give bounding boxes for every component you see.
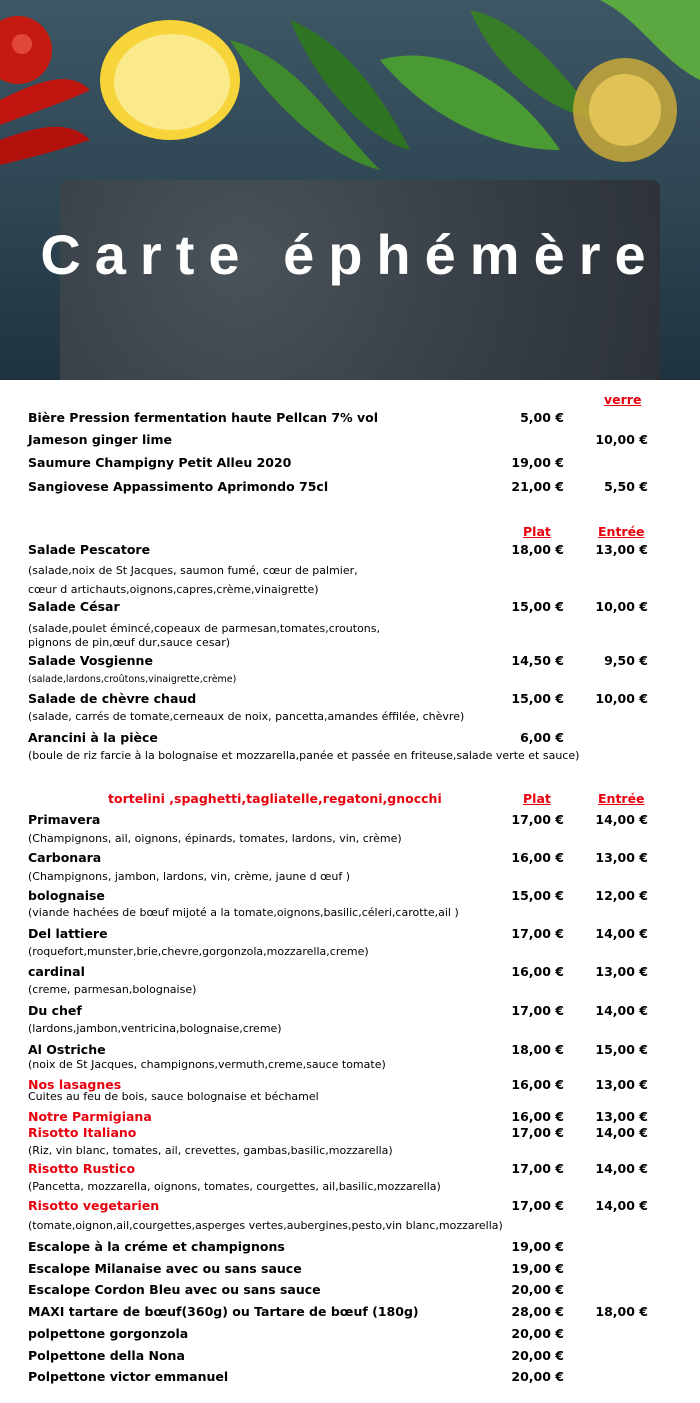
item-price-entree: 18,00 €: [595, 1304, 648, 1319]
item-name: Polpettone della Nona: [28, 1348, 185, 1363]
menu-item: [0, 432, 700, 454]
item-price-entree: 10,00 €: [595, 599, 648, 614]
item-description: (salade,noix de St Jacques, saumon fumé, cœur de palmier,: [28, 564, 358, 577]
item-name: Risotto Rustico: [28, 1161, 136, 1176]
item-description: Cuites au feu de bois, sauce bolognaise et béchamel: [28, 1090, 319, 1103]
item-description: (roquefort,munster,brie,chevre,gorgonzola,mozzarella,creme): [28, 945, 369, 958]
page-title: Carte éphémère: [40, 223, 660, 286]
item-description: (Riz, vin blanc, tomates, ail, crevettes, gambas,basilic,mozzarella): [28, 1144, 393, 1157]
item-description: (viande hachées de bœuf mijoté a la tomate,oignons,basilic,céleri,carotte,ail ): [28, 906, 459, 919]
section-title: tortelini ,spaghetti,tagliatelle,regatoni,gnocchi: [108, 791, 442, 806]
item-price-entree: 13,00 €: [595, 1077, 648, 1092]
menu-item: [0, 1326, 700, 1348]
item-price-entree: 9,50 €: [604, 653, 648, 668]
item-name: Escalope à la créme et champignons: [28, 1239, 285, 1254]
item-name: Du chef: [28, 1003, 82, 1018]
item-price-plat: 16,00 €: [511, 850, 564, 865]
item-price-plat: 15,00 €: [511, 888, 564, 903]
menu-item: [0, 1304, 700, 1326]
item-description: (salade, carrés de tomate,cerneaux de noix, pancetta,amandes éffilée, chèvre): [28, 710, 465, 723]
item-description: pignons de pin,œuf dur,sauce cesar): [28, 636, 231, 649]
menu-item: [0, 599, 700, 621]
item-price-entree: 14,00 €: [595, 812, 648, 827]
header-entree: Entrée: [598, 524, 645, 539]
item-name: Primavera: [28, 812, 101, 827]
item-price-entree: 13,00 €: [595, 1109, 648, 1124]
item-name: Salade Vosgienne: [28, 653, 153, 668]
item-price-entree: 15,00 €: [595, 1042, 648, 1057]
menu-item: [0, 479, 700, 501]
item-description: cœur d artichauts,oignons,capres,crème,vinaigrette): [28, 583, 319, 596]
item-price-entree: 13,00 €: [595, 542, 648, 557]
item-price-entree: 14,00 €: [595, 1198, 648, 1213]
item-price-plat: 18,00 €: [511, 1042, 564, 1057]
item-description: (tomate,oignon,ail,courgettes,asperges vertes,aubergines,pesto,vin blanc,mozzarella): [28, 1219, 503, 1232]
item-price-plat: 16,00 €: [511, 964, 564, 979]
item-name: Escalope Milanaise avec ou sans sauce: [28, 1261, 302, 1276]
item-name: Risotto vegetarien: [28, 1198, 160, 1213]
item-price-entree: 14,00 €: [595, 1003, 648, 1018]
item-price-plat: 17,00 €: [511, 1125, 564, 1140]
header-verre: verre: [604, 392, 642, 407]
item-name: Nos lasagnes: [28, 1077, 122, 1092]
item-price-entree: 14,00 €: [595, 926, 648, 941]
item-name: Bière Pression fermentation haute Pellcan 7% vol: [28, 410, 379, 425]
item-price-plat: 6,00 €: [520, 730, 564, 745]
item-price-verre: 5,50 €: [604, 479, 648, 494]
item-price-plat: 20,00 €: [511, 1348, 564, 1363]
header-plat: Plat: [523, 524, 551, 539]
item-price-plat: 17,00 €: [511, 1198, 564, 1213]
header-entree: Entrée: [598, 791, 645, 806]
item-price: 5,00 €: [520, 410, 564, 425]
item-name: Salade César: [28, 599, 120, 614]
item-name: cardinal: [28, 964, 85, 979]
menu-item: [0, 1198, 700, 1220]
item-name: Salade de chèvre chaud: [28, 691, 197, 706]
item-name: Polpettone victor emmanuel: [28, 1369, 229, 1384]
hero-banner: [0, 0, 700, 380]
item-description: (noix de St Jacques, champignons,vermuth,creme,sauce tomate): [28, 1058, 386, 1071]
item-name: Carbonara: [28, 850, 102, 865]
menu-item: [0, 410, 700, 432]
item-name: Al Ostriche: [28, 1042, 106, 1057]
item-description: (lardons,jambon,ventricina,bolognaise,creme): [28, 1022, 282, 1035]
item-price: 19,00 €: [511, 455, 564, 470]
item-price-plat: 16,00 €: [511, 1109, 564, 1124]
item-description: (Champignons, ail, oignons, épinards, tomates, lardons, vin, crème): [28, 832, 402, 845]
item-name: Notre Parmigiana: [28, 1109, 152, 1124]
menu-item: [0, 850, 700, 872]
menu-item: [0, 812, 700, 834]
menu-item: [0, 1239, 700, 1261]
item-price-plat: 17,00 €: [511, 1003, 564, 1018]
item-name: Escalope Cordon Bleu avec ou sans sauce: [28, 1282, 321, 1297]
item-price-plat: 20,00 €: [511, 1326, 564, 1341]
item-price-entree: 14,00 €: [595, 1161, 648, 1176]
item-price-plat: 19,00 €: [511, 1239, 564, 1254]
item-name: Risotto Italiano: [28, 1125, 137, 1140]
menu-item: [0, 542, 700, 564]
menu-item: [0, 1261, 700, 1283]
menu: [0, 380, 700, 1403]
item-price-plat: 18,00 €: [511, 542, 564, 557]
item-name: Salade Pescatore: [28, 542, 151, 557]
item-description: (salade,lardons,croûtons,vinaigrette,crème): [28, 674, 237, 685]
item-price-verre: 10,00 €: [595, 432, 648, 447]
item-price-entree: 13,00 €: [595, 964, 648, 979]
item-description: (boule de riz farcie à la bolognaise et mozzarella,panée et passée en friteuse,salade verte et sauce): [28, 749, 580, 762]
item-price-plat: 14,50 €: [511, 653, 564, 668]
item-description: (Pancetta, mozzarella, oignons, tomates, courgettes, ail,basilic,mozzarella): [28, 1180, 441, 1193]
item-price-plat: 15,00 €: [511, 599, 564, 614]
item-name: Arancini à la pièce: [28, 730, 158, 745]
menu-item: [0, 1282, 700, 1304]
item-price-entree: 12,00 €: [595, 888, 648, 903]
menu-item: [0, 455, 700, 477]
item-name: MAXI tartare de bœuf(360g) ou Tartare de bœuf (180g): [28, 1304, 419, 1319]
item-description: (creme, parmesan,bolognaise): [28, 983, 197, 996]
item-price-plat: 17,00 €: [511, 812, 564, 827]
item-name: Saumure Champigny Petit Alleu 2020: [28, 455, 292, 470]
item-name: Sangiovese Appassimento Aprimondo 75cl: [28, 479, 329, 494]
menu-item: [0, 1369, 700, 1391]
menu-item: [0, 1348, 700, 1370]
item-price-plat: 20,00 €: [511, 1369, 564, 1384]
item-description: (Champignons, jambon, lardons, vin, crème, jaune d œuf ): [28, 870, 351, 883]
item-name: Del lattiere: [28, 926, 108, 941]
item-name: Jameson ginger lime: [28, 432, 173, 447]
item-price-plat: 17,00 €: [511, 1161, 564, 1176]
item-price-plat: 20,00 €: [511, 1282, 564, 1297]
item-name: polpettone gorgonzola: [28, 1326, 189, 1341]
item-price-plat: 17,00 €: [511, 926, 564, 941]
item-price-plat: 16,00 €: [511, 1077, 564, 1092]
item-price-entree: 10,00 €: [595, 691, 648, 706]
item-price-entree: 13,00 €: [595, 850, 648, 865]
item-price-plat: 19,00 €: [511, 1261, 564, 1276]
header-plat: Plat: [523, 791, 551, 806]
item-description: (salade,poulet émincé,copeaux de parmesan,tomates,croutons,: [28, 622, 380, 635]
item-price-plat: 28,00 €: [511, 1304, 564, 1319]
item-name: bolognaise: [28, 888, 105, 903]
item-price-plat: 15,00 €: [511, 691, 564, 706]
item-price-entree: 14,00 €: [595, 1125, 648, 1140]
menu-item: [0, 653, 700, 675]
item-price: 21,00 €: [511, 479, 564, 494]
